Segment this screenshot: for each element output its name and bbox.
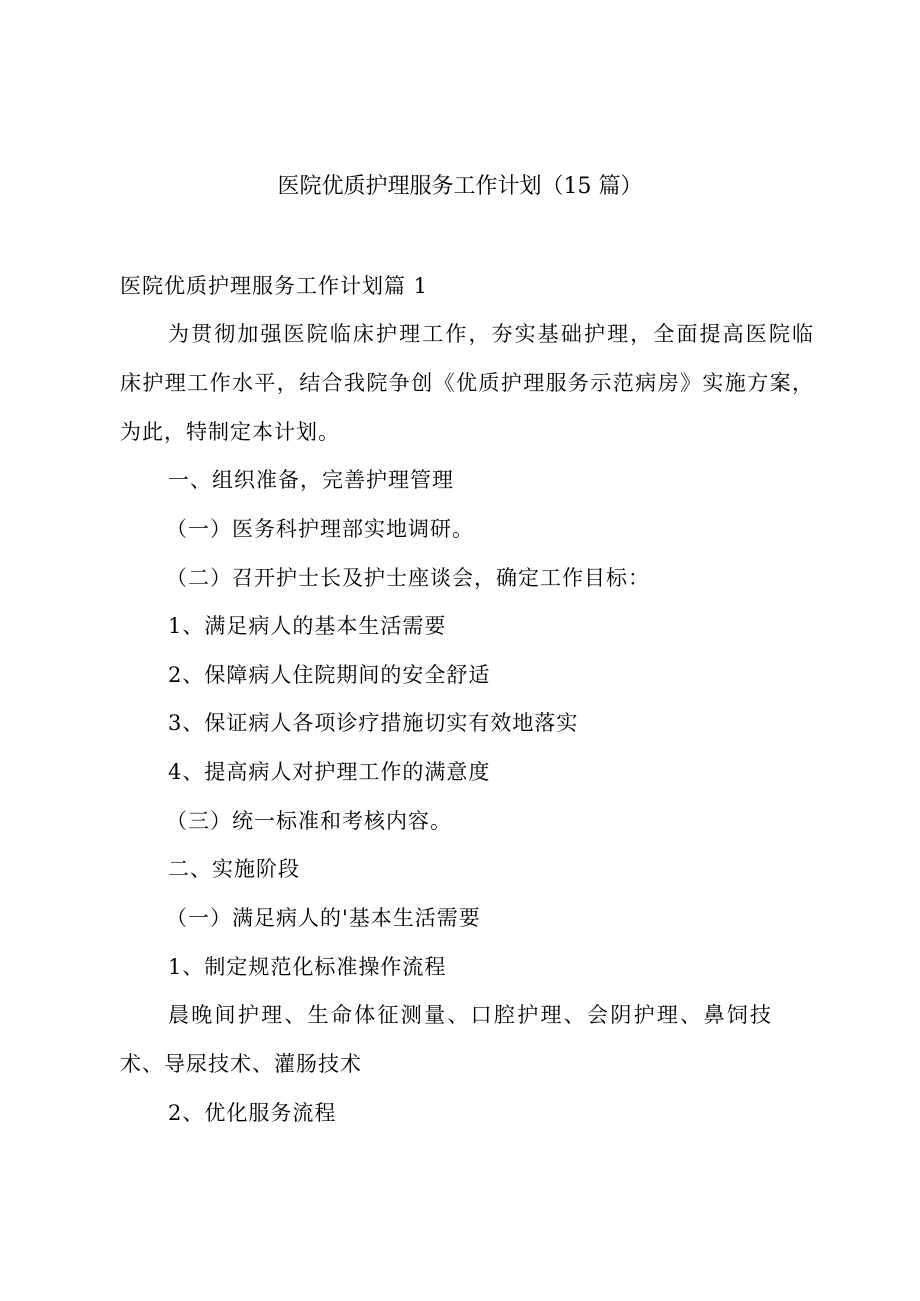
list-item: 1、满足病人的基本生活需要	[168, 614, 447, 638]
section-heading: 医院优质护理服务工作计划篇 1	[120, 274, 429, 298]
paragraph-line: 床护理工作水平，结合我院争创《优质护理服务示范病房》实施方案，	[120, 371, 814, 395]
list-item: 2、保障病人住院期间的安全舒适	[168, 663, 491, 687]
heading-organization-prep: 一、组织准备，完善护理管理	[168, 468, 454, 492]
paragraph-line: 术、导尿技术、灌肠技术	[120, 1052, 362, 1076]
document-title: 医院优质护理服务工作计划（15 篇）	[277, 174, 643, 199]
list-item: 4、提高病人对护理工作的满意度	[168, 760, 491, 784]
list-item: 1、制定规范化标准操作流程	[168, 955, 447, 979]
list-item: （一）医务科护理部实地调研。	[166, 517, 474, 541]
paragraph-line: 为此，特制定本计划。	[120, 420, 340, 444]
heading-implementation: 二、实施阶段	[168, 857, 300, 881]
list-item: 2、优化服务流程	[168, 1101, 337, 1125]
list-item: （三）统一标准和考核内容。	[166, 809, 452, 833]
paragraph-line: 晨晚间护理、生命体征测量、口腔护理、会阴护理、鼻饲技	[168, 1003, 772, 1027]
list-item: 3、保证病人各项诊疗措施切实有效地落实	[168, 711, 579, 735]
list-item: （二）召开护士长及护士座谈会，确定工作目标：	[166, 566, 650, 590]
list-item: （一）满足病人的'基本生活需要	[166, 906, 481, 930]
paragraph-line: 为贯彻加强医院临床护理工作，夯实基础护理，全面提高医院临	[168, 322, 814, 346]
